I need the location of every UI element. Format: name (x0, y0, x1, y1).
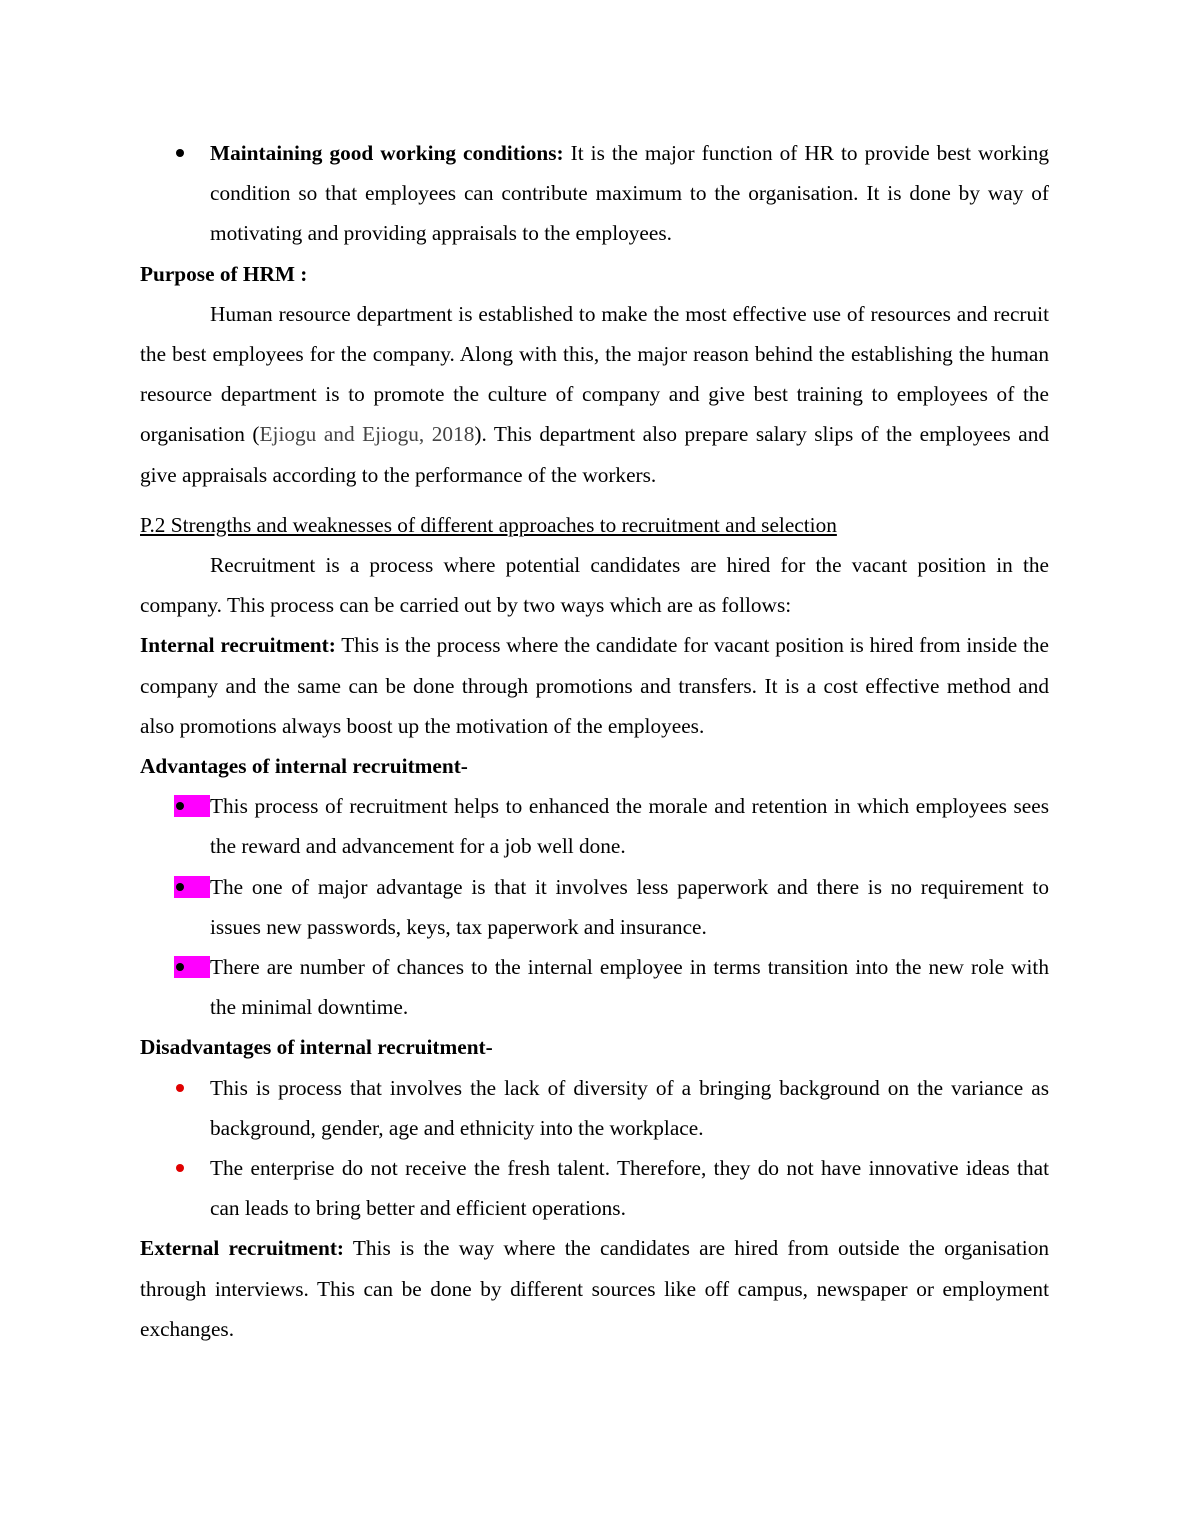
advantage-text: The one of major advantage is that it involves less paperwork and there is no requirement to issues new passwords, keys, tax paperwork and insurance. (210, 874, 1049, 939)
purpose-text-after: ). This department also prepare salary slips of the employees and give appraisals according to the performance of the workers. (140, 422, 1050, 487)
list-item (140, 947, 1049, 1027)
internal-label: Internal recruitment: (140, 633, 336, 658)
advantage-text: There are number of chances to the internal employee in terms transition into the new role with the minimal downtime. (210, 955, 1049, 1020)
purpose-paragraph (140, 294, 1049, 495)
citation: Ejiogu and Ejiogu, 2018 (259, 422, 475, 447)
list-item (140, 786, 1049, 866)
list-item (140, 1068, 1049, 1148)
bullet-icon (174, 947, 210, 987)
bullet-text: It is the major function of HR to provide best working condition so that employees can contribute maximum to the organisation. It is done by way of motivating and providing appraisals to the employees. (210, 141, 1049, 246)
external-label: External recruitment: (140, 1236, 345, 1261)
bullet-icon (174, 867, 210, 907)
advantage-text: This process of recruitment helps to enhanced the morale and retention in which employees sees the reward and advancement for a job well done. (210, 794, 1049, 859)
disadvantage-text: The enterprise do not receive the fresh talent. Therefore, they do not have innovative ideas that can leads to bring better and efficient operations. (210, 1156, 1049, 1221)
advantages-heading: Advantages of internal recruitment- (140, 754, 468, 779)
bullet-working-conditions (140, 133, 1049, 254)
internal-recruitment-paragraph (140, 625, 1049, 746)
external-text: This is the way where the candidates are hired from outside the organisation through interviews. This can be done by different sources like off campus, newspaper or employment exchanges. (140, 1236, 1049, 1341)
bullet-icon (174, 1068, 210, 1108)
recruitment-intro: Recruitment is a process where potential candidates are hired for the vacant position in the company. This process can be carried out by two ways which are as follows: (140, 553, 1049, 618)
disadvantage-text: This is process that involves the lack of diversity of a bringing background on the variance as background, gender, age and ethnicity into the workplace. (210, 1075, 1049, 1140)
disadvantages-heading: Disadvantages of internal recruitment- (140, 1035, 493, 1060)
purpose-text-before: Human resource department is established to make the most effective use of resources and recruit the best employees for the company. Along with this, the major reason behind the establishing the human resource department is to promote the culture of company and give best training to employees of the organisation ( (140, 301, 1049, 447)
bullet-icon (174, 1148, 210, 1188)
document-page (140, 133, 1049, 1349)
bullet-icon (174, 133, 210, 173)
purpose-heading: Purpose of HRM : (140, 261, 308, 286)
bullet-label: Maintaining good working conditions: (210, 141, 564, 165)
list-item (140, 867, 1049, 947)
internal-text: This is the process where the candidate for vacant position is hired from inside the company and the same can be done through promotions and transfers. It is a cost effective method and also promotions always boost up the motivation of the employees. (140, 633, 1049, 738)
list-item (140, 1148, 1049, 1228)
bullet-icon (174, 786, 210, 826)
external-recruitment-paragraph (140, 1228, 1049, 1349)
section-title: P.2 Strengths and weaknesses of different approaches to recruitment and selection (140, 512, 837, 537)
